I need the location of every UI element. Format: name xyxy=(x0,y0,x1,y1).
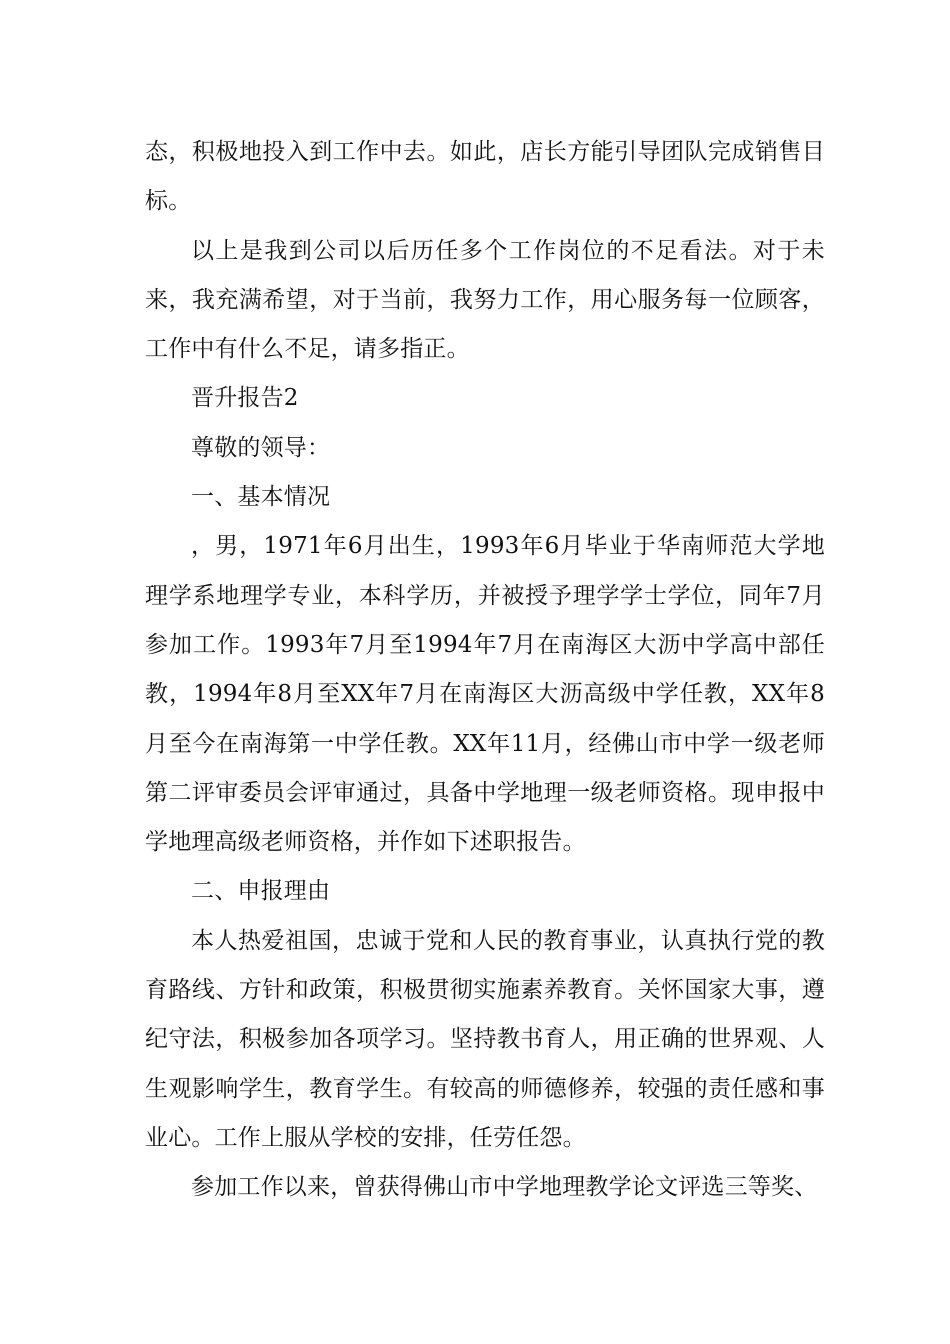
heading-basic-info: 一、基本情况 xyxy=(191,484,331,511)
paragraph-awards: 参加工作以来，曾获得佛山市中学地理教学论文评选三等奖、 xyxy=(191,1174,818,1201)
paragraph-continuation: 态，积极地投入到工作中去。如此，店长方能引导团队完成销售目标。 xyxy=(145,139,825,215)
section-title-report-2: 晋升报告2 xyxy=(191,385,299,412)
paragraph-basic-info: ，男，1971年6月出生，1993年6月毕业于华南师范大学地理学系地理学专业，本科学历，并被授予理学学士学位，同年7月参加工作。1993年7月至1994年7月在南海区大沥中学高中部任教，1994年8月至XX年7月在南海区大沥高级中学任教，XX年8月至今在南海第一中学任教。XX年11月，经佛山市中学一级老师第二评审委员会评审通过，具备中学地理一级老师资格。现申报中学地理高级老师资格，并作如下述职报告。 xyxy=(145,533,825,856)
paragraph-closing-remarks: 以上是我到公司以后历任多个工作岗位的不足看法。对于未来，我充满希望，对于当前，我努力工作，用心服务每一位顾客，工作中有什么不足，请多指正。 xyxy=(145,237,825,363)
paragraph-reasons: 本人热爱祖国，忠诚于党和人民的教育事业，认真执行党的教育路线、方针和政策，积极贯彻实施素养教育。关怀国家大事，遵纪守法，积极参加各项学习。坚持教书育人，用正确的世界观、人生观影响学生，教育学生。有较高的师德修养，较强的责任感和事业心。工作上服从学校的安排，任劳任怨。 xyxy=(145,927,825,1151)
heading-reasons: 二、申报理由 xyxy=(191,878,331,905)
document-body xyxy=(145,128,825,1213)
salutation: 尊敬的领导： xyxy=(191,434,331,461)
